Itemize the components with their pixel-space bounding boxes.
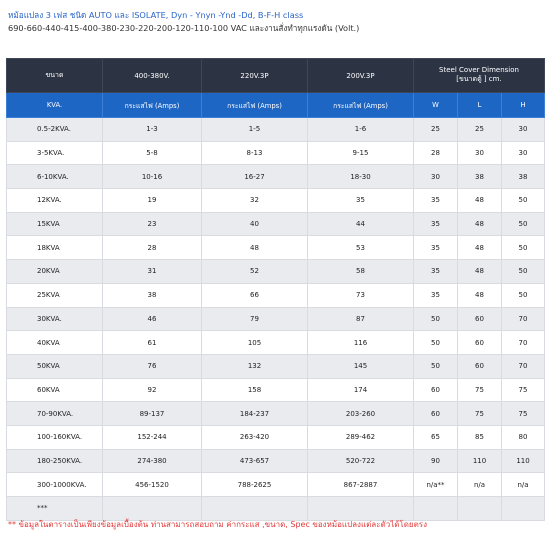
header-dimension-unit: [ขนาดตู้ ] cm. bbox=[456, 75, 502, 83]
cell-amps-200v: 203-260 bbox=[308, 402, 414, 426]
cell-length: 48 bbox=[458, 189, 502, 213]
cell-width: 35 bbox=[414, 260, 458, 284]
cell-width: 60 bbox=[414, 378, 458, 402]
cell-width: 25 bbox=[414, 118, 458, 142]
cell-height: 70 bbox=[502, 354, 545, 378]
cell-kva: 70-90KVA. bbox=[7, 402, 103, 426]
cell-length: 38 bbox=[458, 165, 502, 189]
cell-width: 35 bbox=[414, 212, 458, 236]
cell-amps-400v: 28 bbox=[103, 236, 202, 260]
cell-length: 75 bbox=[458, 402, 502, 426]
cell-width: 50 bbox=[414, 307, 458, 331]
table-subheader-row bbox=[7, 93, 545, 118]
cell-amps-220v: 132 bbox=[202, 354, 308, 378]
cell-amps-220v: 66 bbox=[202, 283, 308, 307]
cell-height: 50 bbox=[502, 260, 545, 284]
cell-length: 48 bbox=[458, 283, 502, 307]
cell-height: 70 bbox=[502, 331, 545, 355]
cell-height: 80 bbox=[502, 425, 545, 449]
cell-amps-220v: 40 bbox=[202, 212, 308, 236]
table-row bbox=[7, 378, 545, 402]
cell-kva: 20KVA bbox=[7, 260, 103, 284]
cell-length: 25 bbox=[458, 118, 502, 142]
cell-width: 28 bbox=[414, 141, 458, 165]
cell-width: n/a** bbox=[414, 473, 458, 497]
cell-amps-400v: 5-8 bbox=[103, 141, 202, 165]
table-row bbox=[7, 402, 545, 426]
header-dimension bbox=[414, 59, 545, 93]
subheader-amps-220v: กระแสไฟ (Amps) bbox=[202, 93, 308, 118]
transformer-spec-table bbox=[6, 58, 545, 521]
header-220v: 220V.3P bbox=[202, 59, 308, 93]
table-row bbox=[7, 118, 545, 142]
cell-amps-220v: 48 bbox=[202, 236, 308, 260]
cell-amps-400v: 61 bbox=[103, 331, 202, 355]
cell-length: 110 bbox=[458, 449, 502, 473]
table-row bbox=[7, 236, 545, 260]
header-size: ขนาด bbox=[7, 59, 103, 93]
cell-kva: 40KVA bbox=[7, 331, 103, 355]
cell-kva: 100-160KVA. bbox=[7, 425, 103, 449]
cell-width: 50 bbox=[414, 354, 458, 378]
cell-amps-200v: 87 bbox=[308, 307, 414, 331]
cell-width: 90 bbox=[414, 449, 458, 473]
cell-amps-220v: 1-5 bbox=[202, 118, 308, 142]
cell-amps-200v: 145 bbox=[308, 354, 414, 378]
table-row bbox=[7, 189, 545, 213]
table-row bbox=[7, 473, 545, 497]
cell-height: n/a bbox=[502, 473, 545, 497]
table-row bbox=[7, 449, 545, 473]
cell-amps-220v: 16-27 bbox=[202, 165, 308, 189]
cell-amps-400v: 152-244 bbox=[103, 425, 202, 449]
cell-amps-400v: 38 bbox=[103, 283, 202, 307]
table-row bbox=[7, 212, 545, 236]
subheader-amps-200v: กระแสไฟ (Amps) bbox=[308, 93, 414, 118]
cell-amps-200v: 58 bbox=[308, 260, 414, 284]
cell-amps-400v: 31 bbox=[103, 260, 202, 284]
cell-amps-400v: 10-16 bbox=[103, 165, 202, 189]
cell-amps-200v: 73 bbox=[308, 283, 414, 307]
cell-width bbox=[414, 497, 458, 521]
cell-amps-220v: 105 bbox=[202, 331, 308, 355]
cell-length: 60 bbox=[458, 307, 502, 331]
cell-amps-220v: 788-2625 bbox=[202, 473, 308, 497]
cell-length: 75 bbox=[458, 378, 502, 402]
cell-height bbox=[502, 497, 545, 521]
cell-length: 60 bbox=[458, 331, 502, 355]
cell-amps-400v: 46 bbox=[103, 307, 202, 331]
subheader-amps-400v: กระแสไฟ (Amps) bbox=[103, 93, 202, 118]
cell-amps-200v: 867-2887 bbox=[308, 473, 414, 497]
table-row bbox=[7, 331, 545, 355]
cell-kva: *** bbox=[7, 497, 103, 521]
cell-amps-220v: 263-420 bbox=[202, 425, 308, 449]
subheader-w: W bbox=[414, 93, 458, 118]
cell-amps-400v: 274-380 bbox=[103, 449, 202, 473]
page-title: หม้อแปลง 3 เฟส ชนิด AUTO และ ISOLATE, Dyn - Ynyn -Ynd -Dd, B-F-H class bbox=[8, 10, 304, 20]
cell-length: 60 bbox=[458, 354, 502, 378]
table-row bbox=[7, 307, 545, 331]
cell-kva: 6-10KVA. bbox=[7, 165, 103, 189]
cell-height: 70 bbox=[502, 307, 545, 331]
cell-amps-220v bbox=[202, 497, 308, 521]
cell-amps-200v: 1-6 bbox=[308, 118, 414, 142]
cell-amps-200v: 53 bbox=[308, 236, 414, 260]
cell-amps-400v: 19 bbox=[103, 189, 202, 213]
cell-amps-400v: 1-3 bbox=[103, 118, 202, 142]
cell-kva: 0.5-2KVA. bbox=[7, 118, 103, 142]
cell-amps-200v: 18-30 bbox=[308, 165, 414, 189]
table-row bbox=[7, 354, 545, 378]
cell-height: 38 bbox=[502, 165, 545, 189]
cell-height: 75 bbox=[502, 378, 545, 402]
cell-kva: 300-1000KVA. bbox=[7, 473, 103, 497]
cell-amps-200v: 44 bbox=[308, 212, 414, 236]
cell-height: 50 bbox=[502, 283, 545, 307]
cell-kva: 15KVA bbox=[7, 212, 103, 236]
table-row bbox=[7, 165, 545, 189]
cell-height: 50 bbox=[502, 236, 545, 260]
cell-length: 48 bbox=[458, 212, 502, 236]
cell-amps-220v: 184-237 bbox=[202, 402, 308, 426]
cell-kva: 180-250KVA. bbox=[7, 449, 103, 473]
cell-kva: 3-5KVA. bbox=[7, 141, 103, 165]
cell-length: n/a bbox=[458, 473, 502, 497]
subheader-kva: KVA. bbox=[7, 93, 103, 118]
footnote: ** ข้อมูลในตารางเป็นเพียงข้อมูลเบื้องต้น ท่านสามารถสอบถาม ค่ากระแส ,ขนาด, Spec ของหม้อแปลงแต่ละตัวได้โดยตรง bbox=[8, 520, 427, 529]
page-subtitle: 690-660-440-415-400-380-230-220-200-120-110-100 VAC และงานสั่งทำทุกแรงดัน (Volt.) bbox=[8, 23, 360, 33]
header-200v: 200V.3P bbox=[308, 59, 414, 93]
cell-kva: 60KVA bbox=[7, 378, 103, 402]
cell-amps-220v: 32 bbox=[202, 189, 308, 213]
table-header-row bbox=[7, 59, 545, 93]
subheader-l: L bbox=[458, 93, 502, 118]
cell-height: 50 bbox=[502, 189, 545, 213]
cell-kva: 25KVA bbox=[7, 283, 103, 307]
cell-length bbox=[458, 497, 502, 521]
cell-amps-200v: 9-15 bbox=[308, 141, 414, 165]
cell-amps-400v: 23 bbox=[103, 212, 202, 236]
cell-height: 75 bbox=[502, 402, 545, 426]
table-row bbox=[7, 497, 545, 521]
cell-kva: 30KVA. bbox=[7, 307, 103, 331]
cell-width: 30 bbox=[414, 165, 458, 189]
cell-amps-220v: 8-13 bbox=[202, 141, 308, 165]
cell-width: 35 bbox=[414, 189, 458, 213]
cell-length: 85 bbox=[458, 425, 502, 449]
cell-amps-200v: 520-722 bbox=[308, 449, 414, 473]
cell-kva: 50KVA bbox=[7, 354, 103, 378]
cell-amps-400v: 92 bbox=[103, 378, 202, 402]
cell-length: 48 bbox=[458, 260, 502, 284]
cell-height: 50 bbox=[502, 212, 545, 236]
cell-amps-220v: 473-657 bbox=[202, 449, 308, 473]
cell-length: 30 bbox=[458, 141, 502, 165]
cell-width: 60 bbox=[414, 402, 458, 426]
cell-amps-400v bbox=[103, 497, 202, 521]
cell-height: 30 bbox=[502, 141, 545, 165]
cell-kva: 18KVA bbox=[7, 236, 103, 260]
cell-amps-220v: 79 bbox=[202, 307, 308, 331]
cell-width: 35 bbox=[414, 236, 458, 260]
cell-amps-200v: 116 bbox=[308, 331, 414, 355]
cell-amps-200v: 35 bbox=[308, 189, 414, 213]
cell-amps-400v: 456-1520 bbox=[103, 473, 202, 497]
table-row bbox=[7, 260, 545, 284]
cell-amps-400v: 76 bbox=[103, 354, 202, 378]
table-row bbox=[7, 283, 545, 307]
table-row bbox=[7, 141, 545, 165]
cell-amps-200v: 174 bbox=[308, 378, 414, 402]
cell-length: 48 bbox=[458, 236, 502, 260]
cell-width: 50 bbox=[414, 331, 458, 355]
subheader-h: H bbox=[502, 93, 545, 118]
cell-amps-220v: 52 bbox=[202, 260, 308, 284]
cell-amps-400v: 89-137 bbox=[103, 402, 202, 426]
cell-amps-200v: 289-462 bbox=[308, 425, 414, 449]
cell-amps-220v: 158 bbox=[202, 378, 308, 402]
cell-width: 65 bbox=[414, 425, 458, 449]
cell-kva: 12KVA. bbox=[7, 189, 103, 213]
cell-width: 35 bbox=[414, 283, 458, 307]
header-400v: 400-380V. bbox=[103, 59, 202, 93]
header-dimension-title: Steel Cover Dimension bbox=[439, 66, 519, 74]
table-row bbox=[7, 425, 545, 449]
cell-height: 30 bbox=[502, 118, 545, 142]
cell-amps-200v bbox=[308, 497, 414, 521]
cell-height: 110 bbox=[502, 449, 545, 473]
